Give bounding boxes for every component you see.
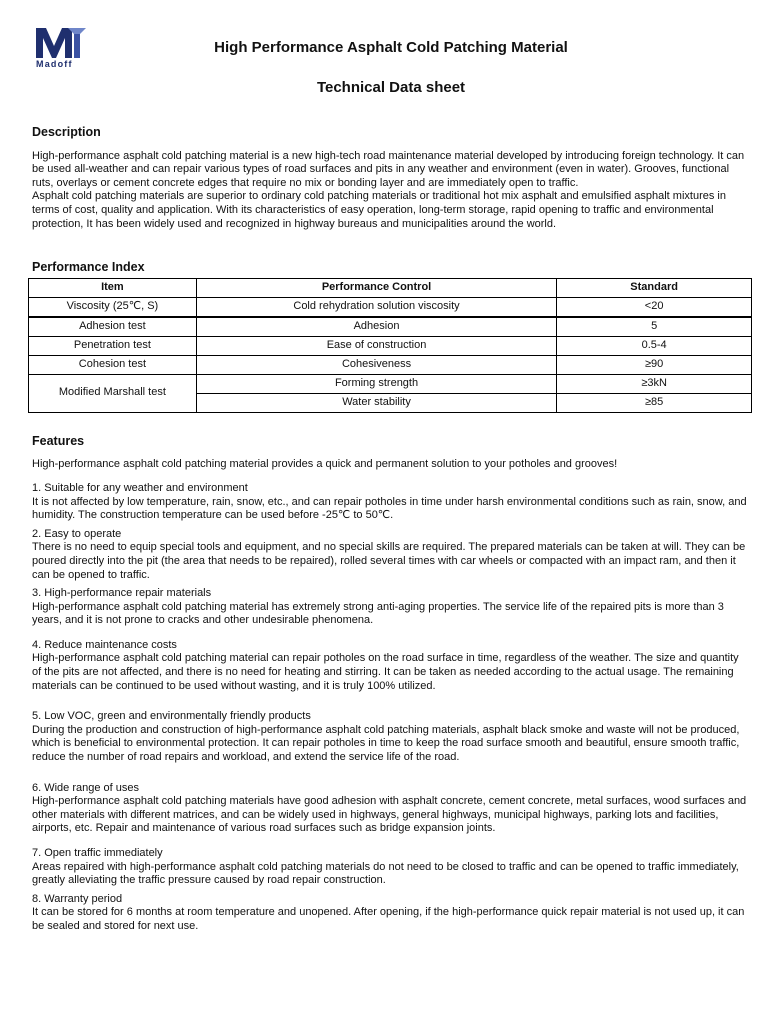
feature-item	[32, 528, 750, 582]
feature-body: High-performance asphalt cold patching material has extremely strong anti-aging properties. The service life of the repaired pits is more than 3 years, and it is not prone to cracks and other undesirable phenomena.	[32, 600, 724, 627]
table-row	[29, 374, 752, 393]
features-intro: High-performance asphalt cold patching material provides a quick and permanent solution to your potholes and grooves!	[32, 458, 618, 471]
feature-title: 6. Wide range of uses	[32, 781, 140, 794]
cell-control: Forming strength	[196, 374, 556, 393]
feature-item	[32, 710, 750, 764]
logo-text: Madoff	[36, 59, 73, 69]
column-header-standard: Standard	[557, 278, 752, 297]
performance-heading: Performance Index	[32, 260, 145, 275]
table-row	[29, 336, 752, 355]
feature-item	[32, 639, 750, 693]
column-header-item: Item	[29, 278, 197, 297]
table-header-row	[29, 278, 752, 297]
cell-standard: <20	[557, 297, 752, 317]
cell-standard: ≥3kN	[557, 374, 752, 393]
feature-body: It can be stored for 6 months at room temperature and unopened. After opening, if the high-performance quick repair material is not used up, it can be sealed and stored for next use.	[32, 906, 745, 932]
table-row	[29, 355, 752, 374]
cell-item: Modified Marshall test	[29, 374, 197, 412]
features-heading: Features	[32, 433, 85, 448]
cell-item: Cohesion test	[29, 355, 197, 374]
page-subtitle: Technical Data sheet	[316, 79, 466, 96]
feature-title: 3. High-performance repair materials	[32, 587, 212, 600]
cell-control: Cold rehydration solution viscosity	[196, 297, 556, 317]
feature-item	[32, 893, 750, 934]
feature-title: 1. Suitable for any weather and environment	[32, 481, 248, 494]
cell-control: Water stability	[196, 393, 556, 412]
cell-item: Viscosity (25℃, S)	[29, 297, 197, 317]
feature-title: 4. Reduce maintenance costs	[32, 638, 177, 651]
feature-body: High-performance asphalt cold patching material can repair potholes on the road surface in time, regardless of the weather. The size and quantity of the pits are not affected, and there is no need for heating and stirring. It can be taken as needed according to the actual usage. The remaining materials can be continued to be used without wasting, and it is truly 100% utilized.	[32, 652, 739, 692]
feature-title: 5. Low VOC, green and environmentally friendly products	[32, 710, 311, 723]
description-paragraph: Asphalt cold patching materials are superior to ordinary cold patching materials or traditional hot mix asphalt and emulsified asphalt mixtures in terms of cost, quality and application. With its characteristics of easy operation, long-term storage, rapid opening to traffic and environmental protection, It has been widely used and recognized in highway bureaus and municipalities around the world.	[32, 190, 726, 230]
feature-title: 2. Easy to operate	[32, 527, 122, 540]
feature-item	[32, 587, 750, 628]
feature-title: 7. Open traffic immediately	[32, 847, 163, 859]
cell-standard: 5	[557, 317, 752, 337]
cell-standard: ≥85	[557, 393, 752, 412]
page-title: High Performance Asphalt Cold Patching Material	[214, 39, 568, 56]
cell-control: Ease of construction	[196, 336, 556, 355]
feature-body: There is no need to equip special tools and equipment, and no special skills are required. The prepared materials can be taken at will. They can be poured directly into the pit (the area that needs to be repaired), rolled several times with car wheels or compacted with an impact ram, and then it can be opened to traffic.	[32, 541, 746, 581]
feature-title: 8. Warranty period	[32, 892, 123, 905]
feature-body: High-performance asphalt cold patching materials have good adhesion with asphalt concrete, cement concrete, metal surfaces, wood surfaces and other materials with different matrices, and can be widely used in highways, general highways, municipal highways, parking lots and facilities, airports, etc. Repair and maintenance of various road surfaces such as bridge expansion joints.	[32, 795, 747, 835]
cell-item: Adhesion test	[29, 317, 197, 337]
document-body	[32, 126, 750, 939]
cell-item: Penetration test	[29, 336, 197, 355]
table-row	[29, 297, 752, 317]
description-section	[32, 126, 750, 231]
description-paragraph: High-performance asphalt cold patching material is a new high-tech road maintenance material developed by introducing foreign technology. It can be used all-weather and can repair various types of road surfaces and pits in any weather and environment (even in water). Grooves, functional ruts, overlays or cement concrete edges that require no mix or bonding layer and are immediately open to traffic.	[32, 149, 745, 189]
features-section	[32, 435, 750, 934]
feature-item	[32, 482, 750, 523]
cell-control: Cohesiveness	[196, 355, 556, 374]
description-heading: Description	[32, 125, 101, 139]
feature-body: During the production and construction of high-performance asphalt cold patching materials, asphalt black smoke and waste will not be produced, which is beneficial to environmental protection. It can repair potholes in time to keep the road surface smooth and beautiful, ensure smooth traffic, reduce the number of road repairs and workload, and extend the service life of the road.	[32, 723, 740, 764]
performance-section	[32, 261, 750, 413]
feature-item	[32, 782, 750, 836]
feature-body: Areas repaired with high-performance asphalt cold patching materials do not need to be closed to traffic and can be opened to traffic immediately, greatly alleviating the traffic pressure caused by road repair construction.	[32, 860, 739, 887]
table-row	[29, 317, 752, 337]
performance-table	[28, 278, 752, 413]
feature-item	[32, 847, 750, 888]
feature-body: It is not affected by low temperature, rain, snow, etc., and can repair potholes in time under harsh environmental conditions such as rain, snow, and humidity. The construction temperature can be used before -25℃ to 50℃.	[32, 495, 747, 522]
cell-standard: 0.5-4	[557, 336, 752, 355]
cell-standard: ≥90	[557, 355, 752, 374]
cell-control: Adhesion	[196, 317, 556, 337]
column-header-control: Performance Control	[196, 278, 556, 297]
